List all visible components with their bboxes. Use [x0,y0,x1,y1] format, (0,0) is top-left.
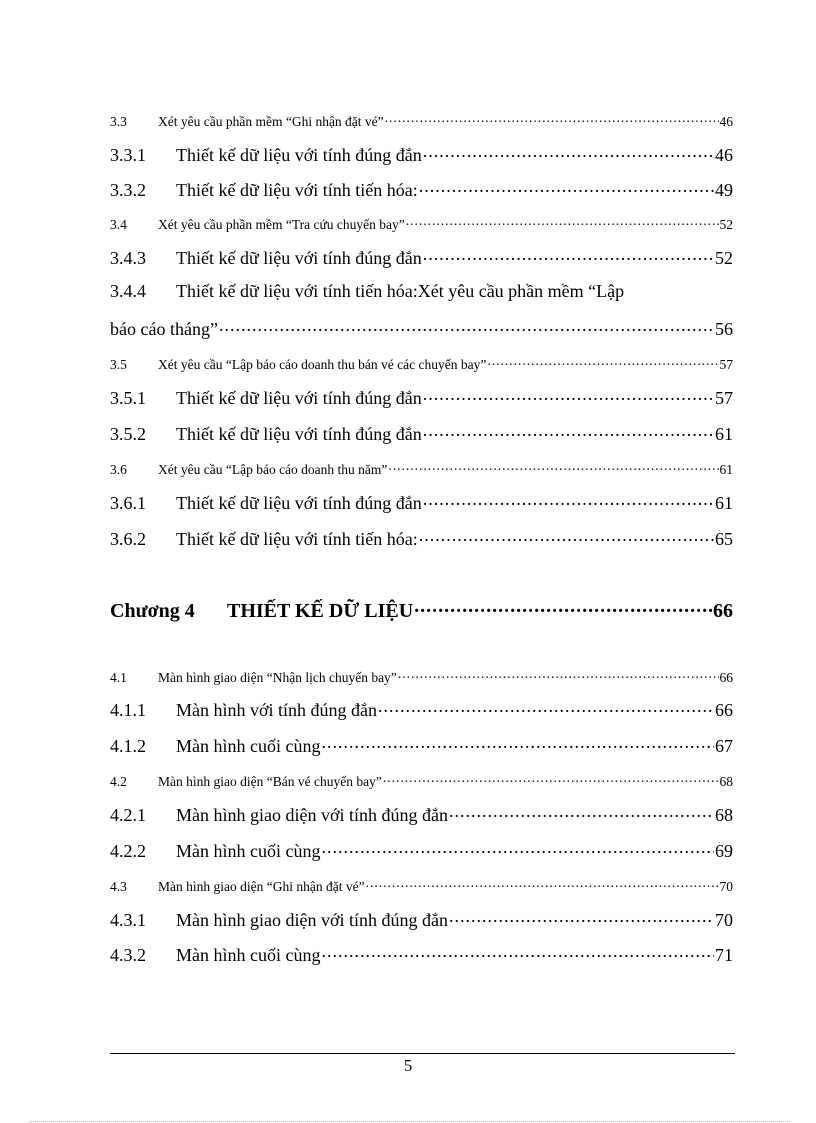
toc-entry-number: 3.3.2 [110,180,146,200]
toc-entry-page: 68 [719,773,733,789]
toc-entry-page: 57 [719,356,733,372]
dot-leader [406,215,719,229]
toc-entry-title: Màn hình giao diện với tính đúng đắn [176,910,448,930]
toc-entry-number: 4.3 [110,878,127,894]
dot-leader [449,803,714,821]
toc-entry-page: 66 [713,600,733,622]
toc-entry-title: Thiết kế dữ liệu với tính tiến hóa:Xét yêu cầu phần mềm “Lập [176,281,625,301]
toc-entry-page: 46 [715,145,733,165]
dot-leader [366,877,719,891]
toc-entry-title: Màn hình cuối cùng [176,841,321,861]
toc-chapter-number: Chương 4 [110,600,195,622]
toc-entry-title: Màn hình giao diện “Nhận lịch chuyến bay” [158,669,397,685]
toc-entry[interactable] [110,527,733,550]
dot-leader [449,908,714,926]
toc-entry-page: 52 [719,216,733,232]
dot-leader [423,422,714,440]
toc-entry-number: 4.2.2 [110,841,146,861]
toc-entry-title: Thiết kế dữ liệu với tính tiến hóa: [176,180,418,200]
toc-entry[interactable] [110,422,733,445]
toc-entry[interactable] [110,215,733,233]
toc-entry[interactable] [110,386,733,409]
toc-entry[interactable] [110,491,733,514]
toc-entry-number: 3.4 [110,216,127,232]
toc-entry[interactable] [110,772,733,790]
dot-leader [487,355,718,369]
toc-entry-title: Màn hình cuối cùng [176,945,321,965]
footer-divider [110,1053,735,1054]
toc-entry-number: 3.6.1 [110,493,146,513]
toc-entry[interactable] [110,943,733,966]
toc-entry-number: 3.6.2 [110,529,146,549]
toc-entry-number: 3.5.2 [110,424,146,444]
dot-leader [321,943,714,961]
dot-leader [419,527,714,545]
toc-entry-page: 67 [715,736,733,756]
toc-entry-page: 65 [715,529,733,549]
dot-leader [383,772,719,786]
dot-leader [321,839,714,857]
toc-entry[interactable] [110,877,733,895]
dot-leader [385,112,719,126]
toc-entry-number: 4.2.1 [110,805,146,825]
toc-entry[interactable] [110,246,733,269]
dot-leader [423,491,714,509]
toc-entry-number: 3.5.1 [110,388,146,408]
toc-entry-title: Xét yêu cầu phần mềm “Tra cứu chuyến bay” [158,216,405,232]
dot-leader [398,668,719,682]
dot-leader [321,734,714,752]
toc-entry-page: 69 [715,841,733,861]
toc-entry-page: 61 [715,493,733,513]
toc-entry-title: Xét yêu cầu “Lập báo cáo doanh thu bán vé các chuyến bay” [158,356,487,372]
toc-entry[interactable] [110,839,733,862]
toc-entry-title: Thiết kế dữ liệu với tính đúng đắn [176,248,422,268]
toc-entry-title: Màn hình cuối cùng [176,736,321,756]
dot-leader [419,178,714,196]
toc-entry-number: 4.2 [110,773,127,789]
toc-entry-title: Màn hình với tính đúng đắn [176,700,378,720]
dot-leader [378,698,714,716]
toc-entry-title: Màn hình giao diện “Ghi nhận đặt vé” [158,878,365,894]
dot-leader [414,597,712,617]
toc-entry[interactable] [110,112,733,130]
toc-entry-number: 4.1 [110,669,127,685]
toc-entry-page: 61 [719,461,733,477]
toc-entry-page: 49 [715,180,733,200]
dot-leader [423,246,714,264]
toc-entry-title: Thiết kế dữ liệu với tính đúng đắn [176,493,422,513]
toc-entry[interactable] [110,668,733,686]
toc-entry[interactable] [110,317,733,340]
dot-leader [423,143,714,161]
toc-entry-wrapped-first-line[interactable] [110,281,733,302]
toc-entry-title: Xét yêu cầu phần mềm “Ghi nhận đặt vé” [158,113,384,129]
toc-entry-page: 61 [715,424,733,444]
toc-entry-title: Thiết kế dữ liệu với tính tiến hóa: [176,529,418,549]
toc-entry[interactable] [110,178,733,201]
toc-entry[interactable] [110,734,733,757]
toc-entry-title: Thiết kế dữ liệu với tính đúng đắn [176,145,422,165]
toc-entry-number: 3.6 [110,461,127,477]
toc-entry-page: 66 [715,700,733,720]
dot-leader [423,386,714,404]
toc-entry[interactable] [110,803,733,826]
dot-leader [219,317,714,335]
toc-entry-title: Thiết kế dữ liệu với tính đúng đắn [176,388,422,408]
toc-entry-page: 57 [715,388,733,408]
toc-entry-page: 66 [719,669,733,685]
toc-entry-number: 3.4.3 [110,248,146,268]
toc-entry-number: 3.5 [110,356,127,372]
toc-entry[interactable] [110,355,733,373]
dot-leader [388,460,718,474]
toc-chapter-entry[interactable] [110,597,733,623]
toc-entry-number: 3.4.4 [110,281,146,301]
page-edge-dotted-line [30,1121,790,1122]
toc-entry-page: 56 [715,319,733,339]
toc-entry[interactable] [110,698,733,721]
toc-entry-title: Xét yêu cầu “Lập báo cáo doanh thu năm” [158,461,388,477]
toc-entry-title: Màn hình giao diện “Bán vé chuyến bay” [158,773,382,789]
toc-entry-number: 4.1.1 [110,700,146,720]
page-number: 5 [403,1056,413,1075]
toc-entry-number: 4.3.2 [110,945,146,965]
toc-entry[interactable] [110,908,733,931]
toc-chapter-title: THIẾT KẾ DỮ LIỆU [227,600,414,622]
toc-entry-page: 52 [715,248,733,268]
toc-entry-title-continued: báo cáo tháng” [110,319,218,339]
toc-entry[interactable] [110,143,733,166]
toc-entry-page: 46 [719,113,733,129]
toc-entry-number: 4.3.1 [110,910,146,930]
toc-entry-number: 4.1.2 [110,736,146,756]
toc-entry-title: Màn hình giao diện với tính đúng đắn [176,805,448,825]
toc-entry-page: 70 [719,878,733,894]
toc-entry[interactable] [110,460,733,478]
toc-entry-number: 3.3.1 [110,145,146,165]
toc-entry-number: 3.3 [110,113,127,129]
toc-entry-page: 68 [715,805,733,825]
toc-entry-page: 70 [715,910,733,930]
toc-entry-title: Thiết kế dữ liệu với tính đúng đắn [176,424,422,444]
toc-entry-page: 71 [715,945,733,965]
